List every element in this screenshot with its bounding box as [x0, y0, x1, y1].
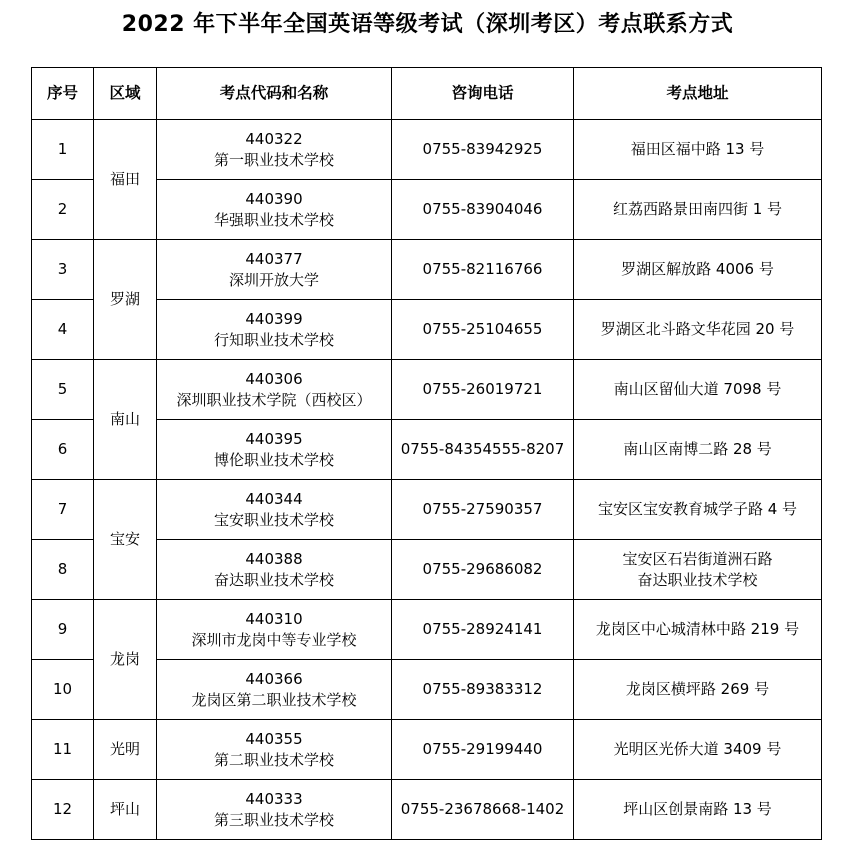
- center-name: 深圳市龙岗中等专业学校: [191, 630, 357, 649]
- center-code-name: [157, 660, 392, 720]
- table-row: [32, 600, 822, 660]
- address-line: 罗湖区北斗路文华花园 20 号: [600, 320, 795, 338]
- center-code: 440390: [245, 189, 303, 208]
- row-number: 12: [32, 780, 94, 840]
- row-number: 6: [32, 420, 94, 480]
- region-cell: 光明: [94, 720, 157, 780]
- header-phone: 咨询电话: [392, 68, 574, 120]
- phone-cell: 0755-29686082: [392, 540, 574, 600]
- center-name: 奋达职业技术学校: [213, 570, 334, 589]
- row-number: 10: [32, 660, 94, 720]
- row-number: 5: [32, 360, 94, 420]
- region-cell: 罗湖: [94, 240, 157, 360]
- address-line: 龙岗区中心城清林中路 219 号: [595, 620, 800, 638]
- center-code: 440333: [245, 789, 303, 808]
- address-cell: [574, 600, 822, 660]
- center-name: 行知职业技术学校: [213, 330, 334, 349]
- table-header-row: [32, 68, 822, 120]
- center-code-name: [157, 420, 392, 480]
- center-code: 440306: [245, 369, 303, 388]
- center-code-name: [157, 600, 392, 660]
- address-cell: [574, 240, 822, 300]
- header-no: 序号: [32, 68, 94, 120]
- page-title: 2022 年下半年全国英语等级考试（深圳考区）考点联系方式: [121, 12, 734, 37]
- center-name: 第一职业技术学校: [213, 150, 334, 169]
- phone-cell: 0755-23678668-1402: [392, 780, 574, 840]
- phone-cell: 0755-27590357: [392, 480, 574, 540]
- center-code-name: [157, 780, 392, 840]
- row-number: 3: [32, 240, 94, 300]
- region-cell: 宝安: [94, 480, 157, 600]
- address-cell: [574, 540, 822, 600]
- address-cell: [574, 480, 822, 540]
- center-name: 龙岗区第二职业技术学校: [191, 690, 357, 709]
- center-code-name: [157, 240, 392, 300]
- header-code-name: 考点代码和名称: [157, 68, 392, 120]
- center-code: 440395: [245, 429, 303, 448]
- address-cell: [574, 300, 822, 360]
- address-line-2: 奋达职业技术学校: [637, 570, 758, 589]
- region-cell: 福田: [94, 120, 157, 240]
- phone-cell: 0755-29199440: [392, 720, 574, 780]
- region-cell: 坪山: [94, 780, 157, 840]
- center-code-name: [157, 480, 392, 540]
- exam-center-table: [31, 67, 822, 840]
- row-number: 8: [32, 540, 94, 600]
- row-number: 4: [32, 300, 94, 360]
- address-line: 南山区留仙大道 7098 号: [613, 380, 782, 398]
- center-code: 440366: [245, 669, 303, 688]
- center-code-name: [157, 300, 392, 360]
- address-line: 光明区光侨大道 3409 号: [613, 740, 782, 758]
- address-cell: [574, 360, 822, 420]
- phone-cell: 0755-84354555-8207: [392, 420, 574, 480]
- center-code: 440344: [245, 489, 303, 508]
- phone-cell: 0755-82116766: [392, 240, 574, 300]
- address-line: 南山区南博二路 28 号: [623, 440, 772, 458]
- row-number: 11: [32, 720, 94, 780]
- center-code: 440322: [245, 129, 303, 148]
- table-row: [32, 480, 822, 540]
- table-row: [32, 120, 822, 180]
- table-row: [32, 240, 822, 300]
- table-row: [32, 360, 822, 420]
- address-cell: [574, 180, 822, 240]
- center-name: 博伦职业技术学校: [213, 450, 334, 469]
- center-name: 第三职业技术学校: [213, 810, 334, 829]
- center-code-name: [157, 540, 392, 600]
- center-code: 440388: [245, 549, 303, 568]
- center-name: 宝安职业技术学校: [213, 510, 334, 529]
- address-line: 福田区福中路 13 号: [630, 140, 765, 158]
- header-address: 考点地址: [574, 68, 822, 120]
- address-line: 宝安区石岩街道洲石路: [622, 549, 773, 568]
- center-code-name: [157, 180, 392, 240]
- table-row: [32, 720, 822, 780]
- region-cell: 龙岗: [94, 600, 157, 720]
- table-row: [32, 780, 822, 840]
- header-region: 区域: [94, 68, 157, 120]
- row-number: 2: [32, 180, 94, 240]
- center-code: 440399: [245, 309, 303, 328]
- center-name: 第二职业技术学校: [213, 750, 334, 769]
- address-cell: [574, 420, 822, 480]
- row-number: 1: [32, 120, 94, 180]
- phone-cell: 0755-28924141: [392, 600, 574, 660]
- phone-cell: 0755-83942925: [392, 120, 574, 180]
- center-code-name: [157, 360, 392, 420]
- address-line: 坪山区创景南路 13 号: [623, 800, 772, 818]
- center-name: 深圳职业技术学院（西校区）: [176, 390, 372, 409]
- center-name: 华强职业技术学校: [213, 210, 334, 229]
- address-cell: [574, 780, 822, 840]
- phone-cell: 0755-25104655: [392, 300, 574, 360]
- center-code: 440377: [245, 249, 303, 268]
- phone-cell: 0755-89383312: [392, 660, 574, 720]
- row-number: 7: [32, 480, 94, 540]
- address-cell: [574, 120, 822, 180]
- phone-cell: 0755-83904046: [392, 180, 574, 240]
- address-line: 红荔西路景田南四街 1 号: [612, 200, 783, 218]
- address-line: 宝安区宝安教育城学子路 4 号: [597, 500, 798, 518]
- row-number: 9: [32, 600, 94, 660]
- address-cell: [574, 660, 822, 720]
- region-cell: 南山: [94, 360, 157, 480]
- address-line: 龙岗区横坪路 269 号: [625, 680, 770, 698]
- center-code: 440310: [245, 609, 303, 628]
- center-code: 440355: [245, 729, 303, 748]
- center-code-name: [157, 720, 392, 780]
- address-cell: [574, 720, 822, 780]
- center-name: 深圳开放大学: [228, 270, 319, 289]
- phone-cell: 0755-26019721: [392, 360, 574, 420]
- center-code-name: [157, 120, 392, 180]
- address-line: 罗湖区解放路 4006 号: [621, 260, 774, 278]
